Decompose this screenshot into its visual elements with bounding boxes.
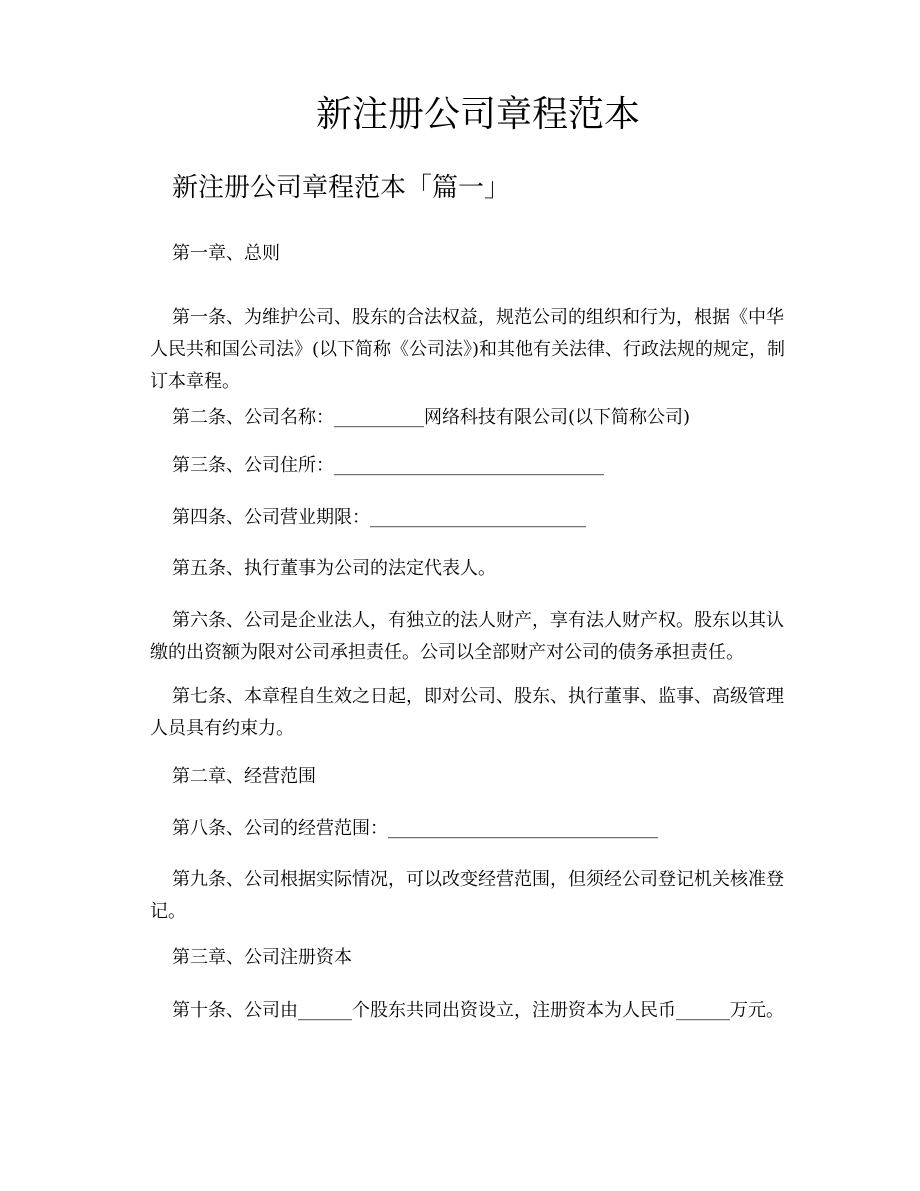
paragraph-line: 第九条、公司根据实际情况，可以改变经营范围，但须经公司登记机关核准登 <box>172 869 784 890</box>
paragraph-line: 记。 <box>150 901 186 922</box>
document-title: 新注册公司章程范本 <box>315 94 640 135</box>
article-paragraph <box>150 813 790 845</box>
paragraph-line: 第一章、总则 <box>172 243 280 264</box>
article-paragraph <box>150 681 790 745</box>
article-paragraph <box>150 864 790 928</box>
article-paragraph <box>150 302 790 398</box>
article-paragraph <box>150 402 790 434</box>
chapter-heading <box>150 761 790 793</box>
chapter-heading <box>150 942 790 974</box>
paragraph-line: 人员具有约束力。 <box>150 718 294 739</box>
paragraph-line: 第四条、公司营业期限：________________________ <box>172 507 586 528</box>
paragraph-line: 人民共和国公司法》(以下简称《公司法》)和其他有关法律、行政法规的规定，制 <box>150 339 786 360</box>
paragraph-line: 第二章、经营范围 <box>172 766 316 787</box>
paragraph-line: 第五条、执行董事为公司的法定代表人。 <box>172 558 496 579</box>
article-paragraph <box>150 450 790 482</box>
article-paragraph <box>150 605 790 669</box>
article-paragraph <box>150 502 790 534</box>
paragraph-line: 第三条、公司住所：______________________________ <box>172 455 604 476</box>
document-subtitle: 新注册公司章程范本「篇一」 <box>172 173 511 203</box>
paragraph-line: 缴的出资额为限对公司承担责任。公司以全部财产对公司的债务承担责任。 <box>150 642 744 663</box>
paragraph-line: 第三章、公司注册资本 <box>172 947 352 968</box>
article-paragraph <box>150 553 790 585</box>
paragraph-line: 订本章程。 <box>150 371 240 392</box>
paragraph-line: 第八条、公司的经营范围：______________________________ <box>172 818 658 839</box>
paragraph-line: 第二条、公司名称：__________网络科技有限公司(以下简称公司) <box>172 407 691 428</box>
paragraph-line: 第六条、公司是企业法人，有独立的法人财产，享有法人财产权。股东以其认 <box>172 610 784 631</box>
paragraph-line: 第十条、公司由______个股东共同出资设立，注册资本为人民币______万元。 <box>172 1000 784 1021</box>
chapter-heading <box>150 238 790 270</box>
paragraph-line: 第一条、为维护公司、股东的合法权益，规范公司的组织和行为，根据《中华 <box>172 307 784 328</box>
paragraph-line: 第七条、本章程自生效之日起，即对公司、股东、执行董事、监事、高级管理 <box>172 686 784 707</box>
article-paragraph <box>150 995 790 1027</box>
